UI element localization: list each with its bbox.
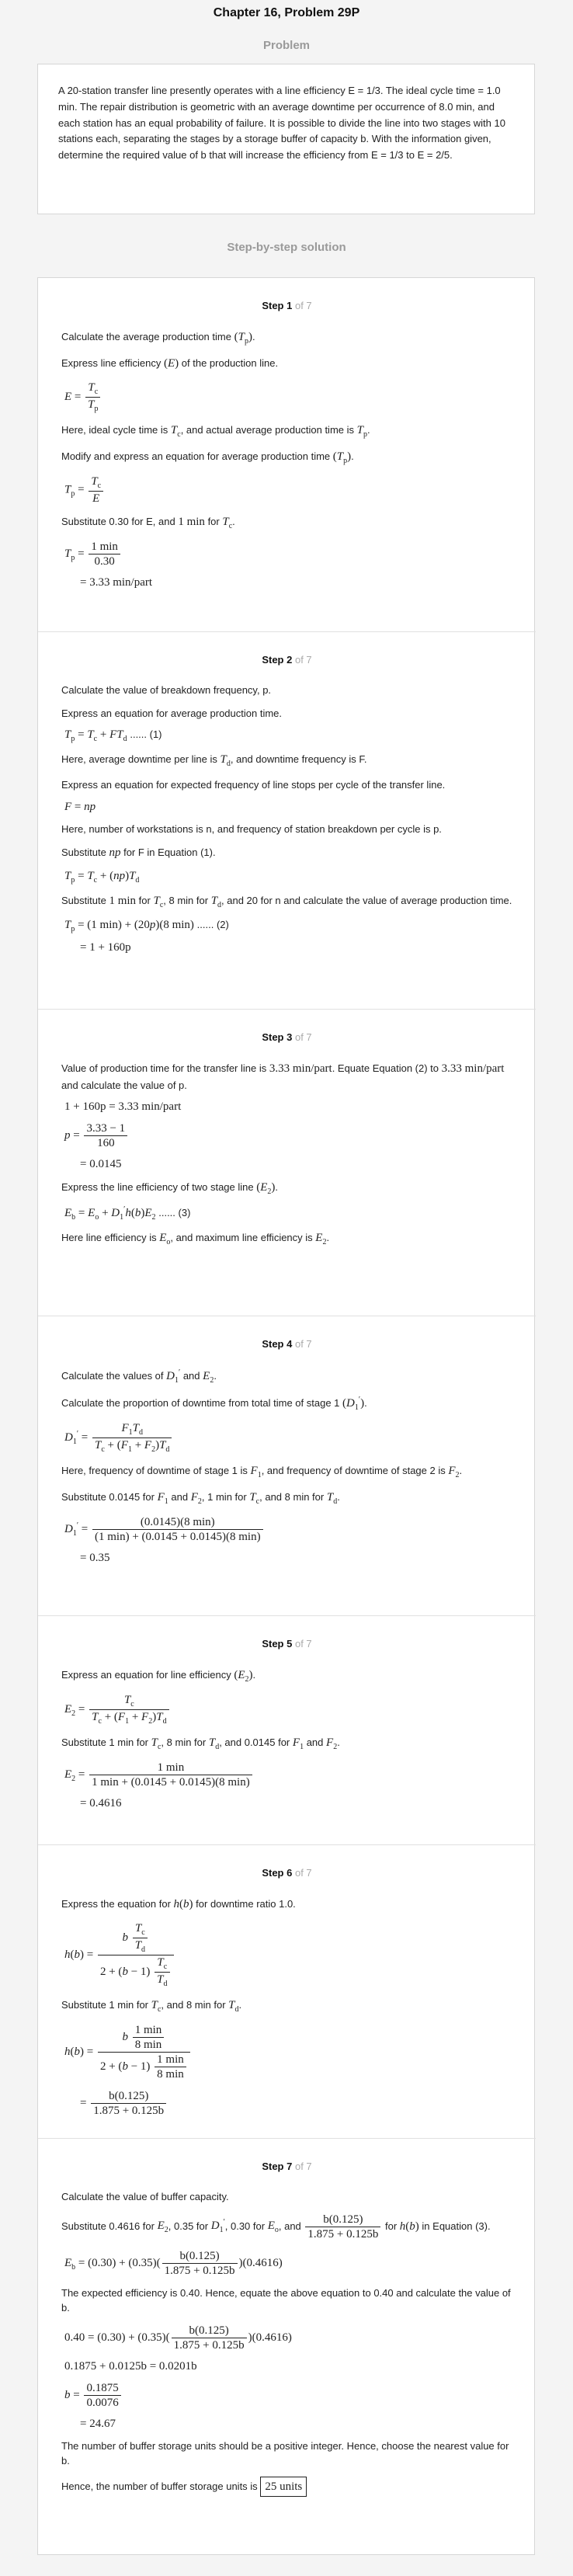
chapter-title: Chapter 16, Problem 29P [213,6,360,19]
problem-box [37,64,535,214]
final-answer: 25 units [260,2477,307,2498]
problem-text: A 20-station transfer line presently operates with a line efficiency E = 1/3. The ideal cycle time = 1.0 min. The repair distribution is geometric with an average downtime per occurrence of 8.0 min, and each station has an equal probability of failure. It is possible to divide the line into two stages with 10 stations each, separating the stages by a storage buffer of capacity b. With the information given, determine the required value of b that will increase the efficiency from E = 1/3 to E = 2/5. [58,85,505,162]
step-2-header: Step 2 of 7 [262,654,312,666]
step-7-header: Step 7 of 7 [262,2161,312,2172]
step-3-header: Step 3 of 7 [262,1031,312,1043]
step-7: Step 7 of 7 Calculate the value of buffer capacity. Substitute 0.4616 for $E_2$, 0.35 for $D_1'$, 0.30 for $E_o$, and $\frac{b(0.125)}{1.875 + 0.125b}$ for h(b) in Equation (3). $E_b = (0.30) + (0.35)$( $\frac{b(0.125)}{1.875 + 0.125b}$ )(0.4616) The expected efficiency is 0.40. Hence, equate the above equation to 0.40 and calculate the value of b. 0.40 = (0.30) + (0.35)( $\frac{b(0.125)}{1.875 + 0.125b}$ )(0.4616) 0.1875 + 0.0125b = 0.0201b b = $\frac{0.1875}{0.0076}$ = 24.67 The number of buffer storage units should be a positive integer. Hence, choose the nearest value for b. Hence, the number of buffer storage units is 25 units [38,2139,536,2555]
step-1-header: Step 1 of 7 [262,300,312,311]
step-6: Step 6 of 7 Express the equation for h(b) for downtime ratio 1.0. h(b) = b $\frac{T_c}{T_d}$ 2 + (b − 1) $\frac{T_c}{T_d}$ Substitute 1 min for $T_c$, and 8 min for $T_d$. h(b) = b $\frac{1 \min}{8 \min}$ 2 + (b − 1) $\frac{1 \min}{8 \min}$ = $\frac{b(0.125)}{1.875 + 0.125b}$ [38,1845,536,2138]
step-1: Step 1 of 7 Calculate the average production time $(T_p)$. Express line efficiency (E) of the production line. E = $\frac{T_c}{T_p}$ Here, ideal cycle time is $T_c$, and actual average production time is $T_p$. Modify and express an equation for average production time $(T_p)$. $T_p$ = $\frac{T_c}{E}$ Substitute 0.30 for E, and 1 min for $T_c$. $T_p$ = $\frac{1 \min}{0.30}$ = 3.33 min/part [38,278,536,631]
step-2: Step 2 of 7 Calculate the value of breakdown frequency, p. Express an equation for average production time. $T_p = T_c + FT_d$ ...... (1) Here, average downtime per line is $T_d$, and downtime frequency is F. Express an equation for expected frequency of line stops per cycle of the transfer line. F = np Here, number of workstations is n, and frequency of station breakdown per cycle is p. Substitute np for F in Equation (1). $T_p = T_c + (np)T_d$ Substitute 1 min for $T_c$, 8 min for $T_d$, and 20 for n and calculate the value of average production time. $T_p = (1$ min) + (20p)(8 min) ...... (2) = 1 + 160p [38,632,536,1009]
step-4: Step 4 of 7 Calculate the values of $D_1'$ and $E_2$. Calculate the proportion of downtime from total time of stage 1 $(D_1')$. $D_1'$ = $\frac{F_1T_d}{T_c + (F_1 + F_2)T_d}$ Here, frequency of downtime of stage 1 is $F_1$, and frequency of downtime of stage 2 is $F_2$. Substitute 0.0145 for $F_1$ and $F_2$, 1 min for $T_c$, and 8 min for $T_d$. $D_1'$ = $\frac{(0.0145)(8 \min)}{(1 \min) + (0.0145 + 0.0145)(8 \min)}$ = 0.35 [38,1316,536,1615]
problem-heading: Problem [262,39,310,52]
eq-efficiency: E = $\frac{T_c}{T_p}$ [64,381,512,414]
step-5: Step 5 of 7 Express an equation for line efficiency $(E_2)$. $E_2$ = $\frac{T_c}{T_c + (F_1 + F_2)T_d}$ Substitute 1 min for $T_c$, 8 min for $T_d$, and 0.0145 for $F_1$ and $F_2$. $E_2$ = $\frac{1 \min}{1 \min + (0.0145 + 0.0145)(8 \min)}$ = 0.4616 [38,1616,536,1844]
solution-heading: Step-by-step solution [227,241,346,254]
step-3: Step 3 of 7 Value of production time for the transfer line is 3.33 min/part. Equate Equation (2) to 3.33 min/part and calculate the value of p. 1 + 160p = 3.33 min/part p = $\frac{3.33 - 1}{160}$ = 0.0145 Express the line efficiency of two stage line $(E_2)$. $E_b = E_o + D_1'h(b)E_2$ ...... (3) Here line efficiency is $E_o$, and maximum line efficiency is $E_2$. [38,1010,536,1316]
step-6-header: Step 6 of 7 [262,1867,312,1879]
solution-box [37,277,535,2555]
step-5-header: Step 5 of 7 [262,1638,312,1650]
step-4-header: Step 4 of 7 [262,1338,312,1350]
